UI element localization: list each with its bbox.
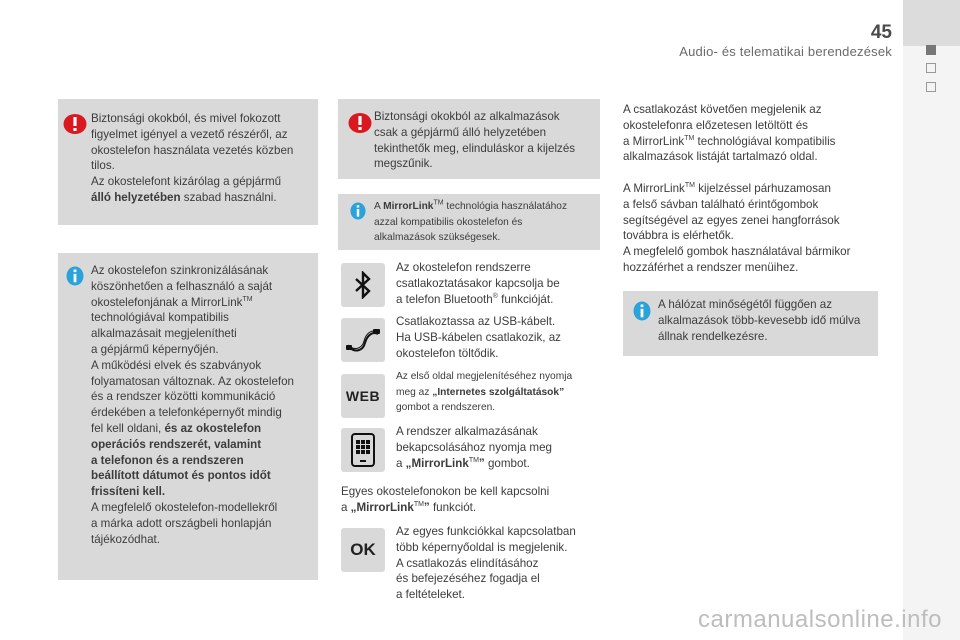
ok-button-tile [341, 528, 385, 572]
step-text-line: Csatlakoztassa az USB-kábelt. [396, 315, 556, 328]
apps-icon-tile [341, 428, 385, 472]
body-text-line: alkalmazások listáját tartalmazó oldal. [623, 150, 818, 164]
info-text-line: operációs rendszerét, valamint [91, 437, 262, 451]
warning-text-line: tekinthetők meg, elinduláskor a kijelzés [374, 141, 576, 155]
body-text-line: A MirrorLink™ kijelzéssel párhuzamosan [623, 182, 831, 195]
chapter-title: Audio- és telematikai berendezések [679, 44, 892, 59]
step-text-line: gombot a rendszeren. [396, 402, 496, 414]
info-text-line: okostelefonjának a MirrorLink™ [91, 295, 253, 309]
body-text-line: A megfelelő gombok használatával bármikor [623, 245, 851, 259]
info-text-line: folyamatosan változnak. Az okostelefon [91, 374, 295, 388]
bluetooth-icon-tile [341, 263, 385, 307]
step-text-line: Az első oldal megjelenítéséhez nyomja [396, 371, 573, 382]
warning-icon [348, 112, 372, 134]
info-text-line: A hálózat minőségétől függően az [658, 298, 833, 311]
warning-text-line: megszűnik. [374, 157, 433, 171]
tab-marker [926, 63, 936, 73]
info-text-line: a gépjármű képernyőjén. [91, 342, 219, 356]
web-button-tile [341, 374, 385, 418]
info-text-line: és a rendszer közötti kommunikáció [91, 390, 276, 404]
info-text-line: alkalmazások szükségesek. [374, 232, 501, 244]
chapter-tab-strip [903, 0, 960, 640]
step-text-line: a „MirrorLink™” gombot. [396, 456, 530, 470]
step-text-line: a feltételeket. [396, 588, 465, 602]
warning-text-line: álló helyzetében szabad használni. [91, 190, 277, 204]
warning-icon [63, 113, 87, 135]
info-icon [350, 202, 366, 220]
info-icon [66, 266, 84, 286]
step-text-line: több képernyőoldal is megjelenik. [396, 540, 568, 554]
warning-text-line: Az okostelefont kizárólag a gépjármű [91, 175, 282, 189]
body-text-line: a MirrorLink™ technológiával kompatibilis [623, 134, 836, 148]
info-text-line: azzal kompatibilis okostelefon és [374, 216, 523, 228]
body-text-line: a felső sávban található érintőgombok [623, 197, 819, 211]
info-box [623, 291, 878, 356]
note-text-line: a „MirrorLink™” funkciót. [341, 500, 477, 514]
warning-text-line: okostelefon használata vezetés közben [91, 143, 294, 157]
info-text-line: köszönhetően a felhasználó a saját [91, 279, 273, 293]
info-text-line: érdekében a telefonképernyőt mindig [91, 406, 282, 420]
usb-icon-tile [341, 318, 385, 362]
info-text-line: alkalmazásait megjelenítheti [91, 327, 237, 341]
ok-button-label: OK [350, 540, 376, 559]
warning-text-line: tilos. [91, 159, 115, 173]
info-text-line: tájékozódhat. [91, 532, 160, 546]
step-text-line: a telefon Bluetooth® funkcióját. [396, 292, 554, 306]
warning-box [58, 99, 318, 225]
step-text-line: meg az „Internetes szolgáltatások” [396, 386, 565, 398]
phone-apps-icon [350, 433, 376, 467]
warning-text-line: Biztonsági okokból az alkalmazások [374, 110, 560, 123]
info-text-line: A MirrorLink™ technológia használatához [374, 199, 568, 212]
warning-text-line: csak a gépjármű álló helyzetében [374, 125, 547, 139]
body-text-line: továbbra is elérhetők. [623, 229, 734, 243]
warning-text-line: figyelmet igényel a vezető részéről, az [91, 127, 288, 141]
web-button-label: WEB [345, 388, 381, 404]
tab-marker-active [926, 45, 936, 55]
warning-box [338, 99, 600, 179]
step-text-line: A csatlakozás elindításához [396, 556, 539, 570]
chapter-tab-header [903, 0, 960, 46]
step-text-line: bekapcsolásához nyomja meg [396, 440, 552, 454]
note-text-line: Egyes okostelefonokon be kell kapcsolni [341, 485, 550, 498]
info-text-line: alkalmazások több-kevesebb idő múlva [658, 313, 861, 327]
body-text-line: hozzáférhet a rendszer menüihez. [623, 260, 799, 274]
info-text-line: A megfelelő okostelefon-modellekről [91, 500, 278, 514]
info-icon [633, 301, 651, 321]
step-text-line: Az okostelefon rendszerre [396, 261, 531, 274]
step-text-line: csatlakoztatásakor kapcsolja be [396, 276, 560, 290]
info-text-line: a telefonon és a rendszeren [91, 453, 244, 467]
usb-cable-icon [345, 325, 381, 355]
step-text-line: A rendszer alkalmazásának [396, 425, 538, 438]
info-text-line: A működési elvek és szabványok [91, 358, 262, 372]
info-text-line: fel kell oldani, és az okostelefon [91, 421, 262, 435]
info-text-line: állnak rendelkezésre. [658, 329, 768, 343]
step-text-line: Ha USB-kábelen csatlakozik, az [396, 330, 561, 344]
step-text-line: okostelefon töltődik. [396, 346, 499, 360]
info-text-line: beállított dátumot és pontos időt [91, 469, 271, 483]
info-text-line: Az okostelefon szinkronizálásának [91, 264, 269, 277]
warning-text-line: Biztonsági okokból, és mivel fokozott [91, 112, 281, 125]
info-box [338, 194, 600, 250]
page-number: 45 [870, 22, 892, 43]
body-text-line: A csatlakozást követően megjelenik az [623, 103, 822, 116]
body-text-line: segítségével az egyes zenei hangforrások [623, 213, 840, 227]
step-text-line: és befejezéséhez fogadja el [396, 572, 540, 586]
step-text-line: Az egyes funkciókkal kapcsolatban [396, 525, 576, 538]
bluetooth-icon [353, 271, 373, 299]
info-text-line: frissíteni kell. [91, 485, 166, 499]
info-text-line: technológiával kompatibilis [91, 311, 229, 325]
info-box [58, 253, 318, 580]
body-text-line: okostelefonra előzetesen letöltött és [623, 118, 808, 132]
watermark: carmanualsonline.info [698, 606, 942, 633]
info-text-line: a márka adott országbeli honlapján [91, 516, 272, 530]
tab-marker [926, 82, 936, 92]
